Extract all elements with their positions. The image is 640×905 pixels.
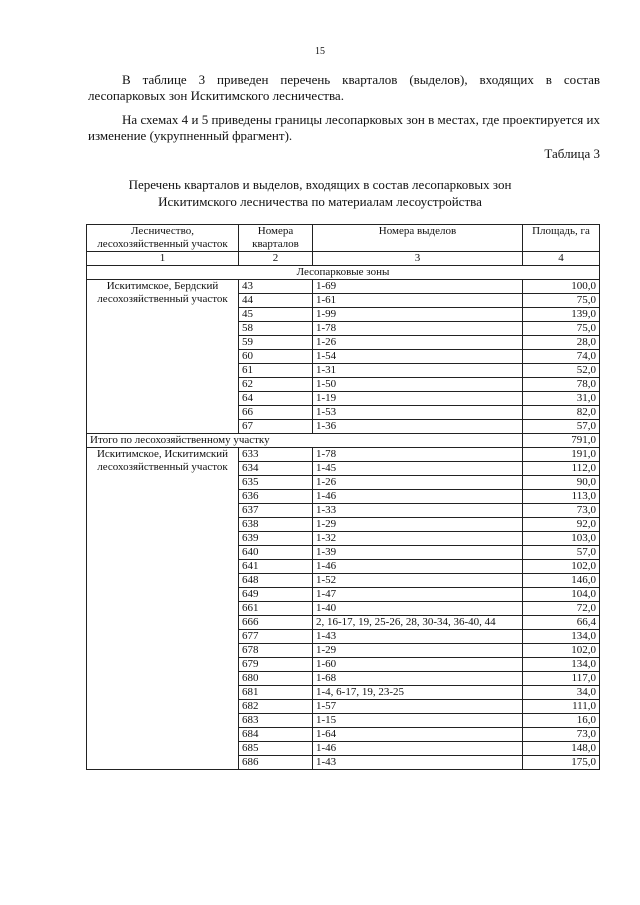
quarter-number: 666 [239, 616, 313, 630]
quarter-number: 61 [239, 364, 313, 378]
area-value: 90,0 [523, 476, 600, 490]
allotment-numbers: 1-33 [313, 504, 523, 518]
allotment-numbers: 1-61 [313, 294, 523, 308]
header-quarters: Номера кварталов [239, 225, 313, 252]
total-label: Итого по лесохозяйственному участку [87, 434, 523, 448]
table-title-line-1: Перечень кварталов и выделов, входящих в состав лесопарковых зон [128, 177, 512, 192]
quarter-number: 685 [239, 742, 313, 756]
table-title [0, 176, 640, 210]
area-value: 78,0 [523, 378, 600, 392]
quarter-number: 59 [239, 336, 313, 350]
area-value: 102,0 [523, 644, 600, 658]
allotment-numbers: 1-46 [313, 560, 523, 574]
quarter-number: 44 [239, 294, 313, 308]
allotment-numbers: 1-45 [313, 462, 523, 476]
column-number: 2 [239, 252, 313, 266]
quarter-number: 45 [239, 308, 313, 322]
area-value: 73,0 [523, 504, 600, 518]
area-value: 148,0 [523, 742, 600, 756]
allotment-numbers: 1-43 [313, 630, 523, 644]
header-allotments: Номера выделов [313, 225, 523, 252]
quarter-number: 640 [239, 546, 313, 560]
allotment-numbers: 1-50 [313, 378, 523, 392]
quarter-number: 679 [239, 658, 313, 672]
allotment-numbers: 1-99 [313, 308, 523, 322]
area-value: 57,0 [523, 546, 600, 560]
allotment-numbers: 1-32 [313, 532, 523, 546]
total-value: 791,0 [523, 434, 600, 448]
allotment-numbers: 1-60 [313, 658, 523, 672]
allotment-numbers: 1-29 [313, 644, 523, 658]
area-value: 82,0 [523, 406, 600, 420]
quarter-number: 636 [239, 490, 313, 504]
allotment-numbers: 1-15 [313, 714, 523, 728]
quarter-number: 634 [239, 462, 313, 476]
section-title: Лесопарковые зоны [87, 266, 600, 280]
quarter-number: 641 [239, 560, 313, 574]
header-forestry: Лесничество, лесохозяйственный участок [87, 225, 239, 252]
quarter-number: 684 [239, 728, 313, 742]
allotment-numbers: 1-69 [313, 280, 523, 294]
column-number: 1 [87, 252, 239, 266]
area-value: 102,0 [523, 560, 600, 574]
quarter-number: 635 [239, 476, 313, 490]
column-number: 4 [523, 252, 600, 266]
allotment-numbers: 1-47 [313, 588, 523, 602]
quarter-number: 67 [239, 420, 313, 434]
forestry-name: Искитимское, Искитимский лесохозяйственный участок [87, 448, 239, 770]
allotment-numbers: 1-26 [313, 476, 523, 490]
allotment-numbers: 1-39 [313, 546, 523, 560]
allotment-numbers: 1-54 [313, 350, 523, 364]
area-value: 52,0 [523, 364, 600, 378]
area-value: 146,0 [523, 574, 600, 588]
allotment-numbers: 1-78 [313, 322, 523, 336]
allotment-numbers: 1-31 [313, 364, 523, 378]
allotment-numbers: 1-36 [313, 420, 523, 434]
allotment-numbers: 1-19 [313, 392, 523, 406]
allotment-numbers: 1-40 [313, 602, 523, 616]
area-value: 34,0 [523, 686, 600, 700]
allotment-numbers: 1-64 [313, 728, 523, 742]
schemes-paragraph: На схемах 4 и 5 приведены границы лесопарковых зон в местах, где проектируется их изменение (укрупненный фрагмент). [88, 112, 600, 143]
allotment-numbers: 1-68 [313, 672, 523, 686]
area-value: 103,0 [523, 532, 600, 546]
allotment-numbers: 2, 16-17, 19, 25-26, 28, 30-34, 36-40, 44 [313, 616, 523, 630]
quarter-number: 680 [239, 672, 313, 686]
table-header-row [87, 225, 600, 252]
allotment-numbers: 1-4, 6-17, 19, 23-25 [313, 686, 523, 700]
area-value: 92,0 [523, 518, 600, 532]
area-value: 134,0 [523, 630, 600, 644]
area-value: 75,0 [523, 322, 600, 336]
quarter-number: 681 [239, 686, 313, 700]
allotment-numbers: 1-46 [313, 490, 523, 504]
quarter-number: 661 [239, 602, 313, 616]
allotment-numbers: 1-26 [313, 336, 523, 350]
area-value: 100,0 [523, 280, 600, 294]
quarter-number: 639 [239, 532, 313, 546]
allotment-numbers: 1-29 [313, 518, 523, 532]
table-title-line-2: Искитимского лесничества по материалам лесоустройства [158, 194, 482, 209]
area-value: 28,0 [523, 336, 600, 350]
quarter-number: 638 [239, 518, 313, 532]
area-value: 73,0 [523, 728, 600, 742]
forestry-name: Искитимское, Бердский лесохозяйственный участок [87, 280, 239, 434]
quarter-number: 648 [239, 574, 313, 588]
area-value: 113,0 [523, 490, 600, 504]
page-number: 15 [315, 46, 325, 57]
area-value: 31,0 [523, 392, 600, 406]
table-row [87, 448, 600, 462]
area-value: 111,0 [523, 700, 600, 714]
quarter-number: 64 [239, 392, 313, 406]
quarter-number: 60 [239, 350, 313, 364]
allotment-numbers: 1-78 [313, 448, 523, 462]
area-value: 117,0 [523, 672, 600, 686]
quarter-number: 678 [239, 644, 313, 658]
area-value: 75,0 [523, 294, 600, 308]
area-value: 134,0 [523, 658, 600, 672]
quarter-number: 637 [239, 504, 313, 518]
quarter-number: 43 [239, 280, 313, 294]
area-value: 175,0 [523, 756, 600, 770]
area-value: 139,0 [523, 308, 600, 322]
area-value: 74,0 [523, 350, 600, 364]
quarter-number: 686 [239, 756, 313, 770]
quarter-number: 633 [239, 448, 313, 462]
section-row [87, 266, 600, 280]
intro-paragraph: В таблице 3 приведен перечень кварталов (выделов), входящих в состав лесопарковых зон Искитимского лесничества. [88, 72, 600, 103]
quarter-number: 66 [239, 406, 313, 420]
quarter-number: 62 [239, 378, 313, 392]
table-label: Таблица 3 [544, 146, 600, 161]
quarters-table [86, 224, 600, 770]
allotment-numbers: 1-53 [313, 406, 523, 420]
area-value: 57,0 [523, 420, 600, 434]
column-number-row [87, 252, 600, 266]
quarter-number: 58 [239, 322, 313, 336]
area-value: 66,4 [523, 616, 600, 630]
header-area: Площадь, га [523, 225, 600, 252]
table-row [87, 280, 600, 294]
area-value: 191,0 [523, 448, 600, 462]
quarter-number: 649 [239, 588, 313, 602]
column-number: 3 [313, 252, 523, 266]
area-value: 72,0 [523, 602, 600, 616]
total-row [87, 434, 600, 448]
area-value: 112,0 [523, 462, 600, 476]
allotment-numbers: 1-43 [313, 756, 523, 770]
quarter-number: 682 [239, 700, 313, 714]
area-value: 104,0 [523, 588, 600, 602]
area-value: 16,0 [523, 714, 600, 728]
quarter-number: 677 [239, 630, 313, 644]
allotment-numbers: 1-46 [313, 742, 523, 756]
allotment-numbers: 1-57 [313, 700, 523, 714]
quarter-number: 683 [239, 714, 313, 728]
allotment-numbers: 1-52 [313, 574, 523, 588]
